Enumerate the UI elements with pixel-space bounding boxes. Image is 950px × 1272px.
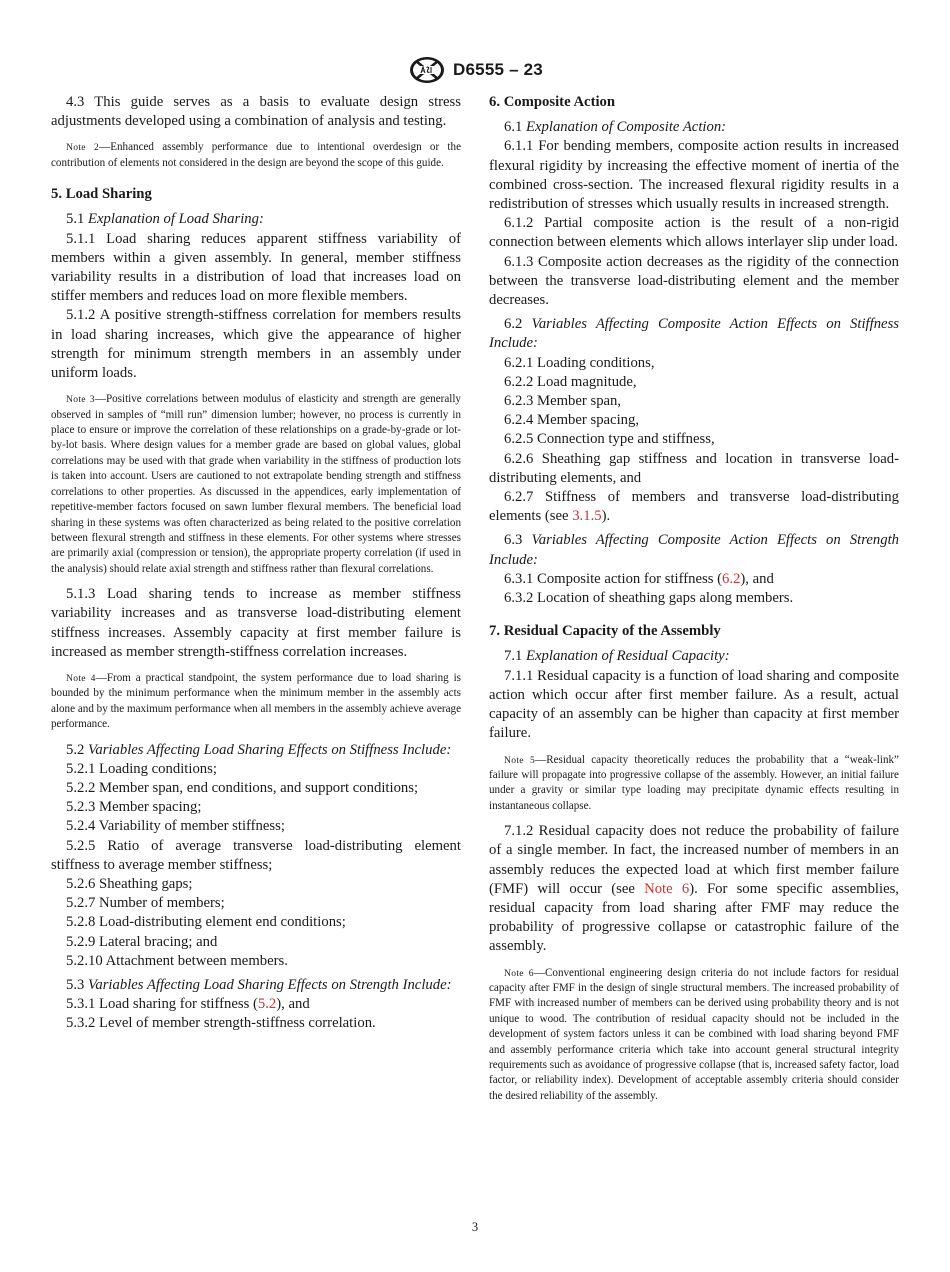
xref-link-6-2[interactable]: 6.2 xyxy=(721,570,741,587)
astm-logo-icon xyxy=(407,55,447,85)
paragraph-6-1-1: 6.1.1 For bending members, composite action results in increased flexural rigidity by increasing the effective moment of inertia of the combined cross-section. The increased flexural rigidity results in a redistribution of stresses which usually results in increased strength. xyxy=(489,138,899,213)
right-column xyxy=(489,93,899,1112)
paragraph-6-1-2: 6.1.2 Partial composite action is the result of a non-rigid connection between elements which allows interlayer slip under load. xyxy=(489,215,899,251)
note-4: Note 4—From a practical standpoint, the system performance due to load sharing is bounded by the minimum performance when the minimum member in the assembly acts alone and by the maximum performance when all members in the assembly achieve average performance. xyxy=(51,671,461,731)
paragraph-5-1-3: 5.1.3 Load sharing tends to increase as member stiffness variability increases and as transverse load-distributing element stiffness increases. Assembly capacity at first member failure is increased as member strength-stiffness correlation increases. xyxy=(51,586,461,660)
list-item: 6.2.6 Sheathing gap stiffness and location in transverse load-distributing elements, and xyxy=(489,450,899,486)
paragraph-6-2-7: 6.2.7 Stiffness of members and transverse load-distributing elements (see 3.1.5). xyxy=(489,489,899,525)
list-item: 5.2.9 Lateral bracing; and xyxy=(66,933,218,950)
list-item: 6.2.1 Loading conditions, xyxy=(504,354,655,371)
section-5-3-heading: 5.3 Variables Affecting Load Sharing Effects on Strength Include: xyxy=(66,977,452,993)
section-5-heading: 5. Load Sharing xyxy=(51,186,152,203)
note-5: Note 5—Residual capacity theoretically reduces the probability that a “weak-link” failure will propagate into progressive collapse of the assembly. However, an initial failure under a gravity or similar type loading may precipitate dynamic effects resulting in instantaneous collapse. xyxy=(489,753,899,812)
section-6-heading: 6. Composite Action xyxy=(489,94,616,110)
section-7-heading: 7. Residual Capacity of the Assembly xyxy=(489,623,721,640)
list-item: 5.2.1 Loading conditions; xyxy=(66,760,217,777)
page-header xyxy=(0,55,950,85)
xref-link-3-1-5[interactable]: 3.1.5 xyxy=(572,508,602,525)
section-6-1-heading: 6.1 Explanation of Composite Action: xyxy=(504,119,727,136)
paragraph-4-3: 4.3 This guide serves as a basis to evaluate design stress adjustments developed using a combination of analysis and testing. xyxy=(51,94,461,130)
list-item: 6.2.2 Load magnitude, xyxy=(504,373,637,390)
document-id: D6555 – 23 xyxy=(453,60,543,79)
note-6: Note 6—Conventional engineering design criteria do not include factors for residual capacity after FMF in the design of single structural members. The increased probability of FMF with increased number of members can be derived using probability theory and is not unique to wood. The contribution of residual capacity should not be included in the development of system factors unless it can be combined with load sharing beyond FMF and assembly performance criteria which take into account general structural integrity requirements such as avoidance of progressive collapse (that is, increased safety factor, load factor, or reliability index). Development of acceptable assembly criteria should consider the desired reliability of the assembly. xyxy=(489,966,899,1102)
note-label: Note 2 xyxy=(66,142,100,154)
section-6-2-heading: 6.2 Variables Affecting Composite Action Effects on Stiffness Include: xyxy=(489,316,899,352)
list-item: 6.2.5 Connection type and stiffness, xyxy=(504,431,715,448)
note-3: Note 3—Positive correlations between modulus of elasticity and strength are generally observed in samples of “mill run” dimension lumber; however, no process is currently in place to ensure or improve the correlation of these relationships on a grade-by-grade or lot-by-lot basis. Where design values for a member grade are based on global values, global correlations may be used with that grade when variability in the stiffness of production lots is taken into account. Users are cautioned to not extrapolate bending strength and stiffness correlations to other properties. As discussed in the appendices, early implementation of repetitive-member factors focused on sawn lumber flexural members. The beneficial load sharing in these systems was often characterized as being related to the positive correlation between flexural strength and stiffness in these elements. For other systems where stresses are primarily axial (compression or tension), the appropriate property correlation (if used in the analysis) should relate axial strength and stiffness rather than flexural correlations. xyxy=(51,393,461,575)
paragraph-6-3-2: 6.3.2 Location of sheathing gaps along members. xyxy=(504,590,794,607)
list-item: 6.2.4 Member spacing, xyxy=(504,412,640,429)
list-item: 5.2.7 Number of members; xyxy=(66,895,225,912)
list-item: 5.2.10 Attachment between members. xyxy=(66,952,288,969)
section-5-2-heading: 5.2 Variables Affecting Load Sharing Effects on Stiffness Include: xyxy=(66,741,452,758)
list-item: 5.2.2 Member span, end conditions, and support conditions; xyxy=(66,779,419,796)
list-item: 5.2.8 Load-distributing element end conditions; xyxy=(66,914,346,931)
list-item: 5.2.6 Sheathing gaps; xyxy=(66,875,193,892)
page-number: 3 xyxy=(471,1220,479,1234)
paragraph-5-3-2: 5.3.2 Level of member strength-stiffness correlation. xyxy=(66,1015,376,1032)
xref-link-5-2[interactable]: 5.2 xyxy=(257,996,277,1013)
section-7-1-heading: 7.1 Explanation of Residual Capacity: xyxy=(504,648,730,665)
list-item: 5.2.5 Ratio of average transverse load-distributing element stiffness to average member stiffness; xyxy=(51,837,461,873)
note-2: Note 2—Enhanced assembly performance due to intentional overdesign or the contribution of elements not considered in the design are beyond the scope of this guide. xyxy=(51,141,461,169)
paragraph-6-3-1: 6.3.1 Composite action for stiffness (6.2), and xyxy=(504,570,774,587)
paragraph-7-1-1: 7.1.1 Residual capacity is a function of load sharing and composite action which occur after first member failure. As a result, actual capacity of an assembly can be higher than capacity at first member failure. xyxy=(489,667,899,742)
paragraph-5-3-1: 5.3.1 Load sharing for stiffness (5.2), and xyxy=(66,996,310,1013)
section-5-1-heading: 5.1 Explanation of Load Sharing: xyxy=(66,211,264,228)
paragraph-5-1-2: 5.1.2 A positive strength-stiffness correlation for members results in load sharing increases, which give the appearance of higher strength for minimum strength members in an assembly under uniform loads. xyxy=(51,307,461,382)
xref-link-note-6[interactable]: Note 6 xyxy=(644,880,690,897)
section-6-3-heading: 6.3 Variables Affecting Composite Action Effects on Strength Include: xyxy=(489,532,900,568)
list-item: 5.2.4 Variability of member stiffness; xyxy=(66,818,285,835)
list-item: 5.2.3 Member spacing; xyxy=(66,799,202,816)
left-column xyxy=(51,93,461,1034)
paragraph-7-1-2: 7.1.2 Residual capacity does not reduce the probability of failure of a single member. In fact, the increased number of members in an assembly reduces the expected load at which first member failure (FMF) will occur (see Note 6). For some specific assemblies, residual capacity from load sharing after FMF may reduce the probability of progressive collapse or catastrophic failure of the assembly. xyxy=(489,823,899,955)
list-item: 6.2.3 Member span, xyxy=(504,393,622,410)
paragraph-6-1-3: 6.1.3 Composite action decreases as the rigidity of the connection between the transverse load-distributing element and the member decreases. xyxy=(489,253,899,309)
paragraph-5-1-1: 5.1.1 Load sharing reduces apparent stiffness variability of members within a given assembly. In general, member stiffness variability results in a distribution of load that increases load on stiffer members and reduces load on more flexible members. xyxy=(51,230,461,305)
